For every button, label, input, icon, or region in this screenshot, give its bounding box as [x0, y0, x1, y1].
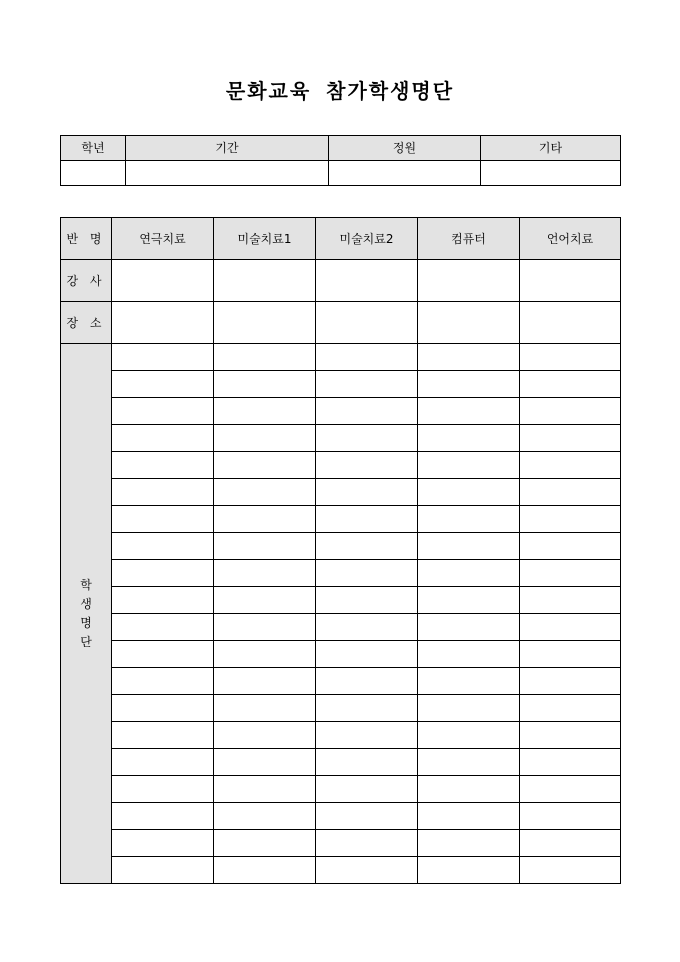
- student-row: [61, 425, 621, 452]
- student-row: [61, 857, 621, 884]
- capacity-header: 정원: [329, 136, 481, 161]
- student-row: [61, 641, 621, 668]
- student-list-label: 학생명단: [80, 577, 92, 649]
- student-cell[interactable]: [418, 425, 520, 452]
- student-cell[interactable]: [112, 695, 214, 722]
- student-cell[interactable]: [520, 668, 621, 695]
- location-cell[interactable]: [520, 302, 621, 344]
- student-cell[interactable]: [214, 614, 316, 641]
- student-cell[interactable]: [316, 857, 418, 884]
- student-cell[interactable]: [112, 425, 214, 452]
- student-cell[interactable]: [112, 857, 214, 884]
- student-cell[interactable]: [316, 695, 418, 722]
- student-cell[interactable]: [214, 587, 316, 614]
- location-cell[interactable]: [214, 302, 316, 344]
- student-cell[interactable]: [316, 722, 418, 749]
- student-cell[interactable]: [214, 830, 316, 857]
- student-cell[interactable]: [520, 371, 621, 398]
- student-cell[interactable]: [316, 506, 418, 533]
- student-cell[interactable]: [316, 479, 418, 506]
- student-cell[interactable]: [316, 425, 418, 452]
- student-cell[interactable]: [316, 830, 418, 857]
- instructor-row: [61, 260, 621, 302]
- student-cell[interactable]: [418, 641, 520, 668]
- student-cell[interactable]: [418, 344, 520, 371]
- student-cell[interactable]: [214, 668, 316, 695]
- student-cell[interactable]: [214, 641, 316, 668]
- location-row: [61, 302, 621, 344]
- student-cell[interactable]: [418, 479, 520, 506]
- student-cell[interactable]: [418, 560, 520, 587]
- location-cell[interactable]: [112, 302, 214, 344]
- student-cell[interactable]: [112, 398, 214, 425]
- student-cell[interactable]: [214, 695, 316, 722]
- student-cell[interactable]: [112, 587, 214, 614]
- student-cell[interactable]: [112, 344, 214, 371]
- student-row: [61, 803, 621, 830]
- student-cell[interactable]: [112, 506, 214, 533]
- location-cell[interactable]: [418, 302, 520, 344]
- student-row: [61, 452, 621, 479]
- student-cell[interactable]: [418, 668, 520, 695]
- student-cell[interactable]: [520, 776, 621, 803]
- other-header: 기타: [481, 136, 621, 161]
- student-cell[interactable]: [214, 479, 316, 506]
- student-cell[interactable]: [214, 533, 316, 560]
- student-cell[interactable]: [214, 722, 316, 749]
- student-cell[interactable]: [214, 452, 316, 479]
- info-value-row: [61, 161, 621, 186]
- student-cell[interactable]: [316, 668, 418, 695]
- student-cell[interactable]: [418, 722, 520, 749]
- student-cell[interactable]: [520, 614, 621, 641]
- student-row: [61, 371, 621, 398]
- student-cell[interactable]: [520, 425, 621, 452]
- class-header-row: [61, 218, 621, 260]
- student-cell[interactable]: [418, 614, 520, 641]
- student-cell[interactable]: [316, 452, 418, 479]
- period-field[interactable]: [126, 161, 329, 186]
- location-label: 장 소: [61, 302, 112, 344]
- student-cell[interactable]: [214, 560, 316, 587]
- student-cell[interactable]: [520, 479, 621, 506]
- student-cell[interactable]: [520, 857, 621, 884]
- student-row: [61, 344, 621, 371]
- student-cell[interactable]: [112, 533, 214, 560]
- instructor-cell[interactable]: [112, 260, 214, 302]
- document-title: 문화교육 참가학생명단: [225, 79, 455, 103]
- student-cell[interactable]: [214, 749, 316, 776]
- class-name-label: 반 명: [61, 218, 112, 260]
- student-cell[interactable]: [112, 614, 214, 641]
- student-cell[interactable]: [520, 830, 621, 857]
- student-cell[interactable]: [418, 695, 520, 722]
- student-cell[interactable]: [214, 398, 316, 425]
- student-cell[interactable]: [520, 587, 621, 614]
- student-cell[interactable]: [112, 371, 214, 398]
- student-cell[interactable]: [418, 776, 520, 803]
- capacity-field[interactable]: [329, 161, 481, 186]
- student-cell[interactable]: [214, 857, 316, 884]
- student-row: [61, 830, 621, 857]
- student-cell[interactable]: [112, 452, 214, 479]
- student-row: [61, 614, 621, 641]
- student-row: [61, 749, 621, 776]
- instructor-cell[interactable]: [214, 260, 316, 302]
- instructor-label: 강 사: [61, 260, 112, 302]
- student-cell[interactable]: [214, 803, 316, 830]
- student-cell[interactable]: [520, 560, 621, 587]
- student-cell[interactable]: [520, 506, 621, 533]
- other-field[interactable]: [481, 161, 621, 186]
- student-row: [61, 668, 621, 695]
- student-cell[interactable]: [418, 398, 520, 425]
- student-row: [61, 533, 621, 560]
- student-cell[interactable]: [112, 776, 214, 803]
- class-computer: 컴퓨터: [418, 218, 520, 260]
- student-row: [61, 776, 621, 803]
- student-row: [61, 506, 621, 533]
- student-cell[interactable]: [418, 803, 520, 830]
- student-cell[interactable]: [112, 803, 214, 830]
- student-cell[interactable]: [316, 614, 418, 641]
- student-cell[interactable]: [418, 749, 520, 776]
- student-cell[interactable]: [418, 452, 520, 479]
- info-header-row: [61, 136, 621, 161]
- student-row: [61, 398, 621, 425]
- student-row: [61, 560, 621, 587]
- class-speech-therapy: 언어치료: [520, 218, 621, 260]
- class-art-therapy-2: 미술치료2: [316, 218, 418, 260]
- grade-header: 학년: [61, 136, 126, 161]
- instructor-cell[interactable]: [316, 260, 418, 302]
- student-cell[interactable]: [520, 533, 621, 560]
- instructor-cell[interactable]: [520, 260, 621, 302]
- grade-field[interactable]: [61, 161, 126, 186]
- student-cell[interactable]: [316, 587, 418, 614]
- student-cell[interactable]: [316, 776, 418, 803]
- student-cell[interactable]: [520, 722, 621, 749]
- student-list-label-cell: [61, 344, 112, 884]
- student-cell[interactable]: [418, 371, 520, 398]
- class-art-therapy-1: 미술치료1: [214, 218, 316, 260]
- student-cell[interactable]: [316, 371, 418, 398]
- student-cell[interactable]: [316, 533, 418, 560]
- student-cell[interactable]: [316, 344, 418, 371]
- student-cell[interactable]: [418, 857, 520, 884]
- student-cell[interactable]: [316, 803, 418, 830]
- student-cell[interactable]: [520, 452, 621, 479]
- student-cell[interactable]: [520, 344, 621, 371]
- period-header: 기간: [126, 136, 329, 161]
- student-cell[interactable]: [112, 641, 214, 668]
- student-cell[interactable]: [112, 479, 214, 506]
- info-table: [60, 135, 621, 186]
- student-cell[interactable]: [520, 398, 621, 425]
- student-cell[interactable]: [112, 722, 214, 749]
- student-cell[interactable]: [214, 344, 316, 371]
- student-cell[interactable]: [316, 641, 418, 668]
- student-cell[interactable]: [214, 425, 316, 452]
- student-cell[interactable]: [316, 749, 418, 776]
- class-drama-therapy: 연극치료: [112, 218, 214, 260]
- student-cell[interactable]: [112, 749, 214, 776]
- student-cell[interactable]: [418, 533, 520, 560]
- student-row: [61, 695, 621, 722]
- student-cell[interactable]: [112, 668, 214, 695]
- student-cell[interactable]: [520, 695, 621, 722]
- student-cell[interactable]: [112, 830, 214, 857]
- instructor-cell[interactable]: [418, 260, 520, 302]
- student-cell[interactable]: [520, 749, 621, 776]
- student-row: [61, 722, 621, 749]
- student-cell[interactable]: [520, 641, 621, 668]
- roster-table: [60, 217, 621, 884]
- student-cell[interactable]: [214, 371, 316, 398]
- student-cell[interactable]: [112, 560, 214, 587]
- student-cell[interactable]: [520, 803, 621, 830]
- student-cell[interactable]: [214, 776, 316, 803]
- student-cell[interactable]: [418, 506, 520, 533]
- student-cell[interactable]: [316, 560, 418, 587]
- student-cell[interactable]: [418, 587, 520, 614]
- student-row: [61, 479, 621, 506]
- student-row: [61, 587, 621, 614]
- student-cell[interactable]: [418, 830, 520, 857]
- location-cell[interactable]: [316, 302, 418, 344]
- student-cell[interactable]: [214, 506, 316, 533]
- student-cell[interactable]: [316, 398, 418, 425]
